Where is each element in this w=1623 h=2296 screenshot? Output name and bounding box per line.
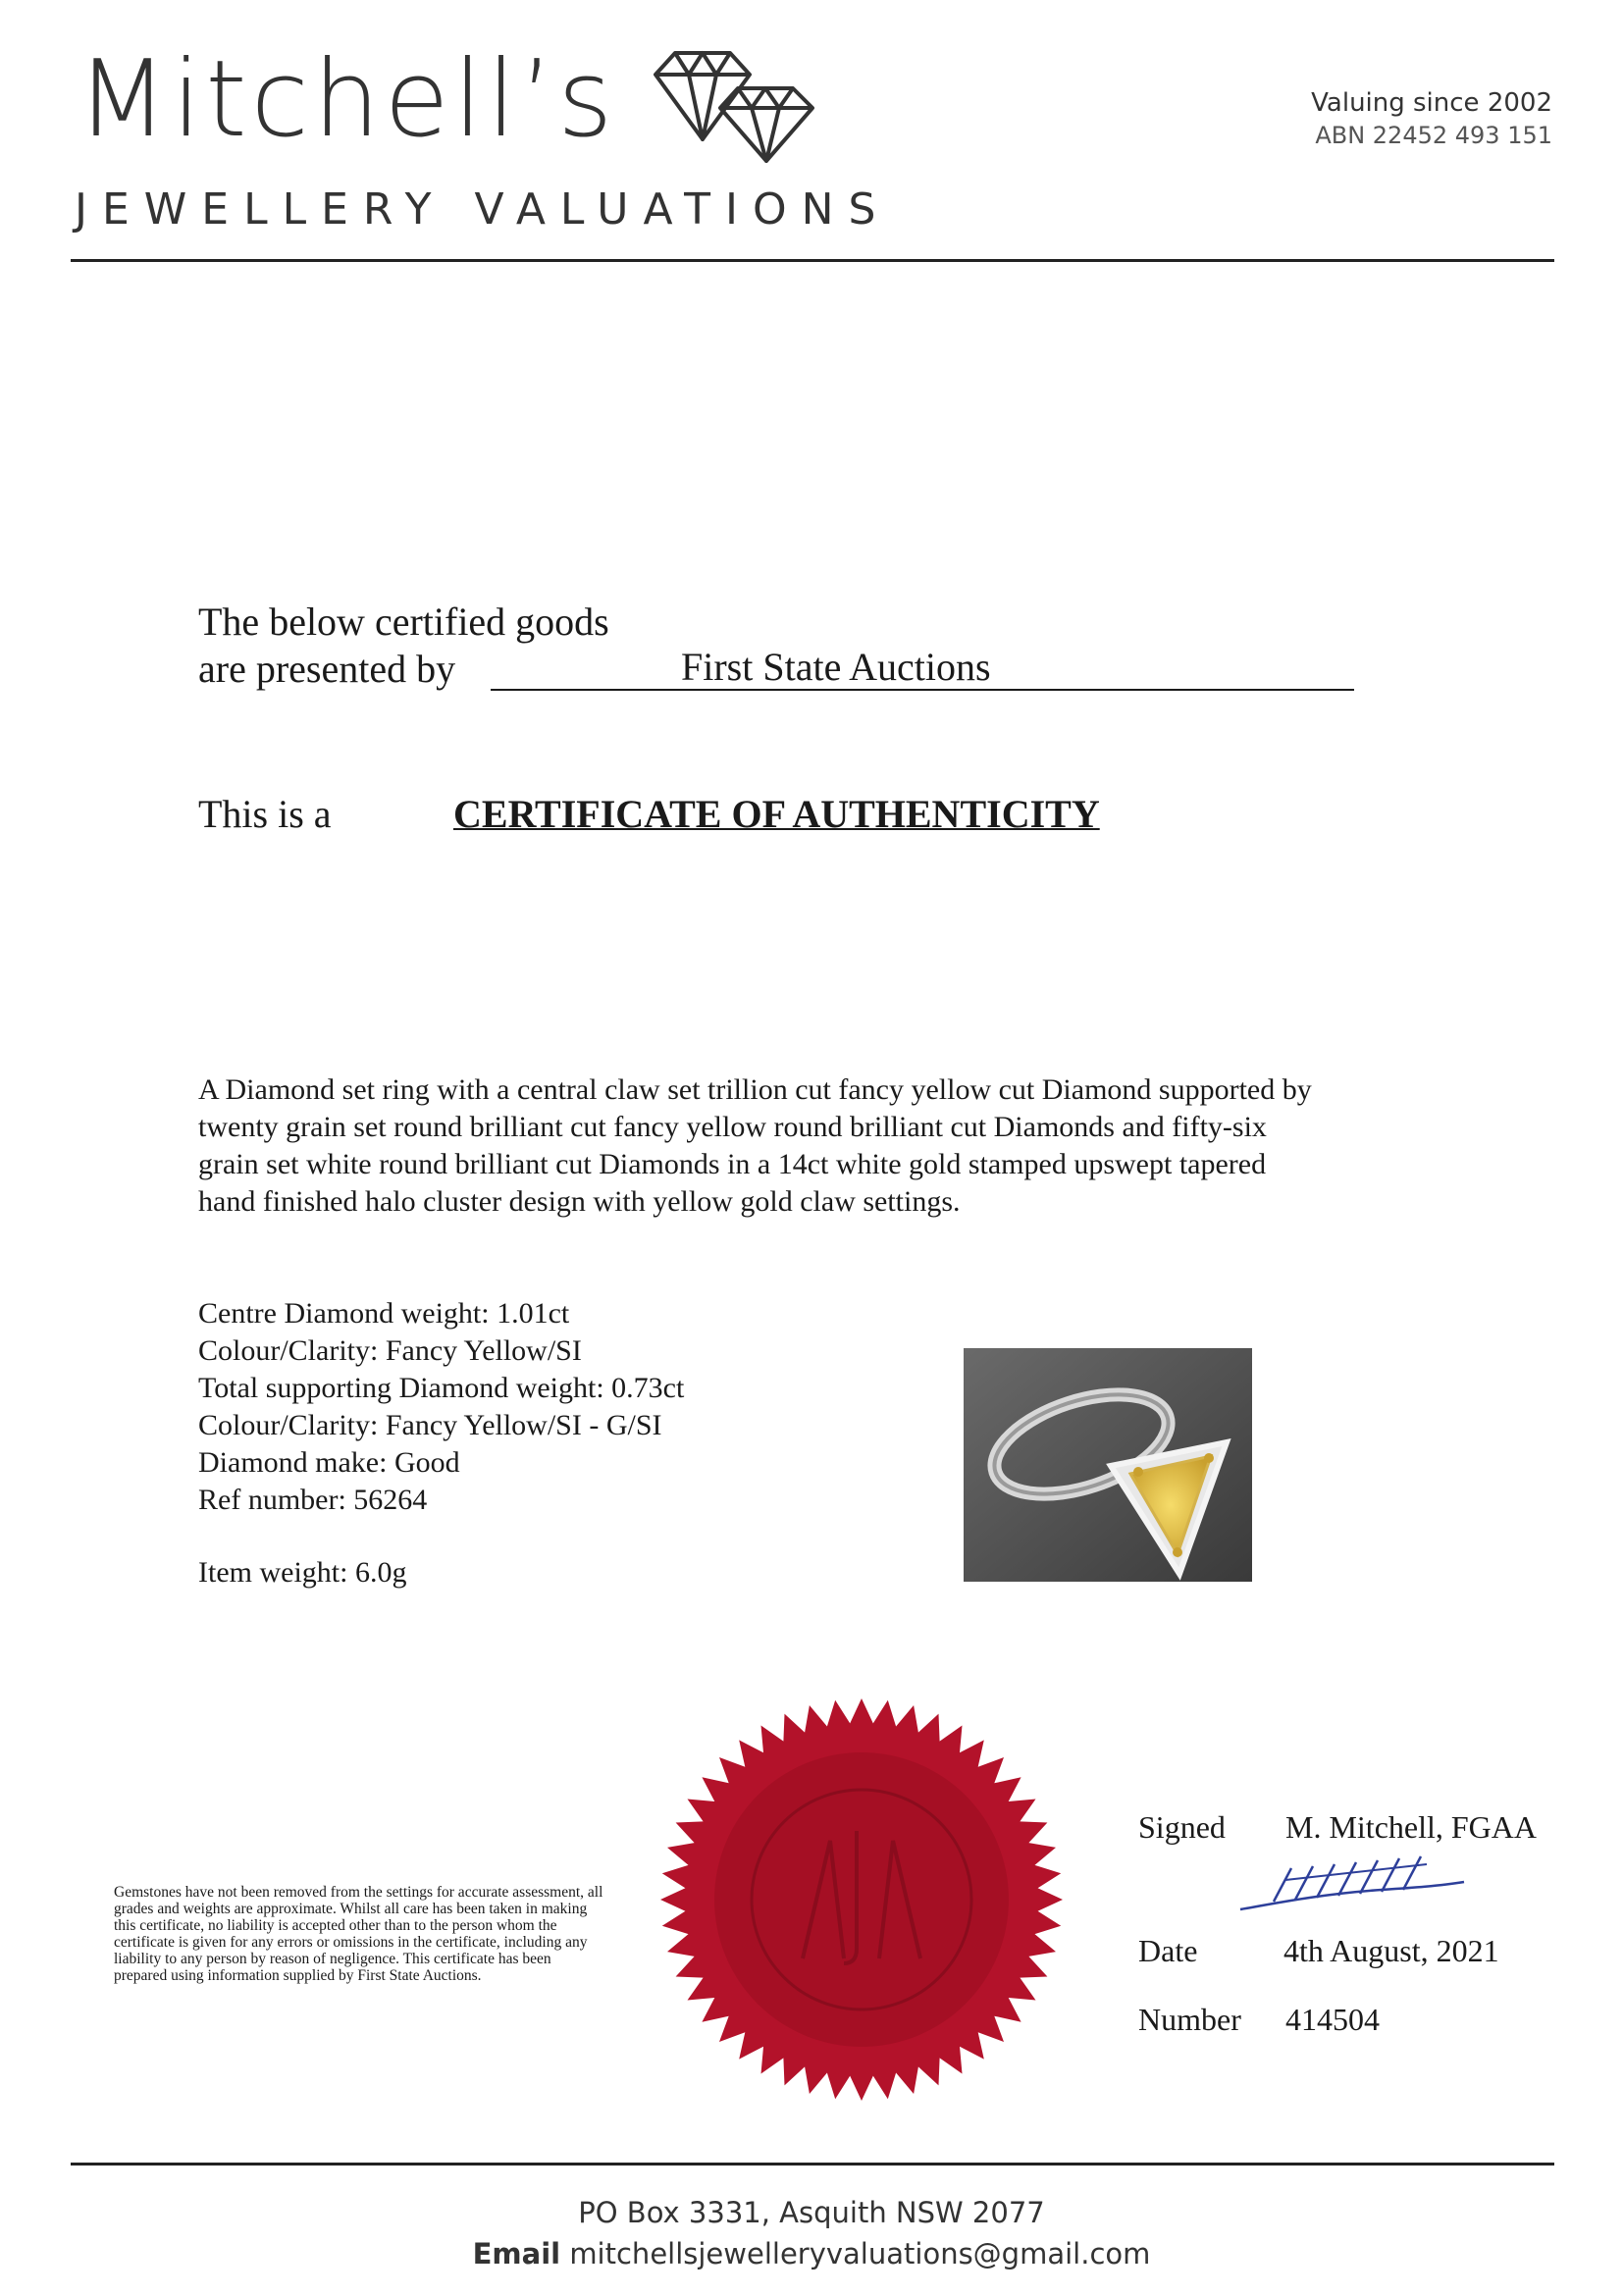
date-label: Date (1138, 1933, 1198, 1968)
item-weight: Item weight: 6.0g (198, 1556, 407, 1589)
abn-number: ABN 22452 493 151 (1315, 122, 1552, 149)
spec-ref-number: Ref number: 56264 (198, 1484, 428, 1516)
spec-colour-clarity: Colour/Clarity: Fancy Yellow/SI (198, 1334, 582, 1367)
footer-address: PO Box 3331, Asquith NSW 2077 (578, 2196, 1045, 2229)
date-value: 4th August, 2021 (1283, 1933, 1499, 1968)
footer-divider (71, 2163, 1554, 2166)
ring-photo (964, 1348, 1252, 1582)
presenter-name: First State Auctions (681, 645, 991, 689)
handwritten-signature (1234, 1852, 1470, 1915)
presented-line-1: The below certified goods (198, 600, 609, 644)
spec-supporting-colour-clarity: Colour/Clarity: Fancy Yellow/SI - G/SI (198, 1409, 662, 1441)
spec-list (198, 1295, 684, 1519)
header-info (1311, 86, 1552, 151)
certificate-number: 414504 (1285, 2002, 1380, 2037)
spec-centre-weight: Centre Diamond weight: 1.01ct (198, 1297, 570, 1330)
email-label: Email (472, 2237, 561, 2270)
number-label: Number (1138, 2002, 1241, 2037)
certificate-title: CERTIFICATE OF AUTHENTICITY (453, 792, 1100, 836)
brand-name: Mitchell’s (77, 38, 617, 161)
presented-text (198, 599, 609, 693)
valuing-since: Valuing since 2002 (1311, 88, 1552, 118)
signer-name: M. Mitchell, FGAA (1285, 1809, 1537, 1845)
header-divider (71, 259, 1554, 262)
item-description: A Diamond set ring with a central claw set trillion cut fancy yellow cut Diamond supported by twenty grain set round brilliant cut fancy yellow round brilliant cut Diamonds and fifty-six grain set white round brilliant cut Diamonds in a 14ct white gold stamped upswept tapered hand finished halo cluster design with yellow gold claw settings. (198, 1073, 1312, 1218)
disclaimer-text: Gemstones have not been removed from the settings for accurate assessment, all grades and weights are approximate. Whilst all care has been taken in making this certificate, no liability is accepted other than to the person whom the certificate is given for any errors or omissions in the certificate, including any liability to any person by reason of negligence. This certificate has been prepared using information supplied by First State Auctions. (114, 1884, 603, 1984)
certificate-prefix: This is a (198, 792, 332, 836)
wax-seal (655, 1694, 1068, 2106)
brand-subtitle: JEWELLERY VALUATIONS (75, 184, 891, 235)
email-address[interactable]: mitchellsjewelleryvaluations@gmail.com (569, 2237, 1151, 2270)
presented-line-2: are presented by (198, 647, 456, 691)
spec-supporting-weight: Total supporting Diamond weight: 0.73ct (198, 1372, 685, 1404)
presenter-underline (491, 689, 1354, 691)
signed-label: Signed (1138, 1809, 1226, 1845)
spec-diamond-make: Diamond make: Good (198, 1446, 460, 1479)
diamond-logo-icon (646, 47, 822, 165)
footer-email (0, 2235, 1623, 2272)
